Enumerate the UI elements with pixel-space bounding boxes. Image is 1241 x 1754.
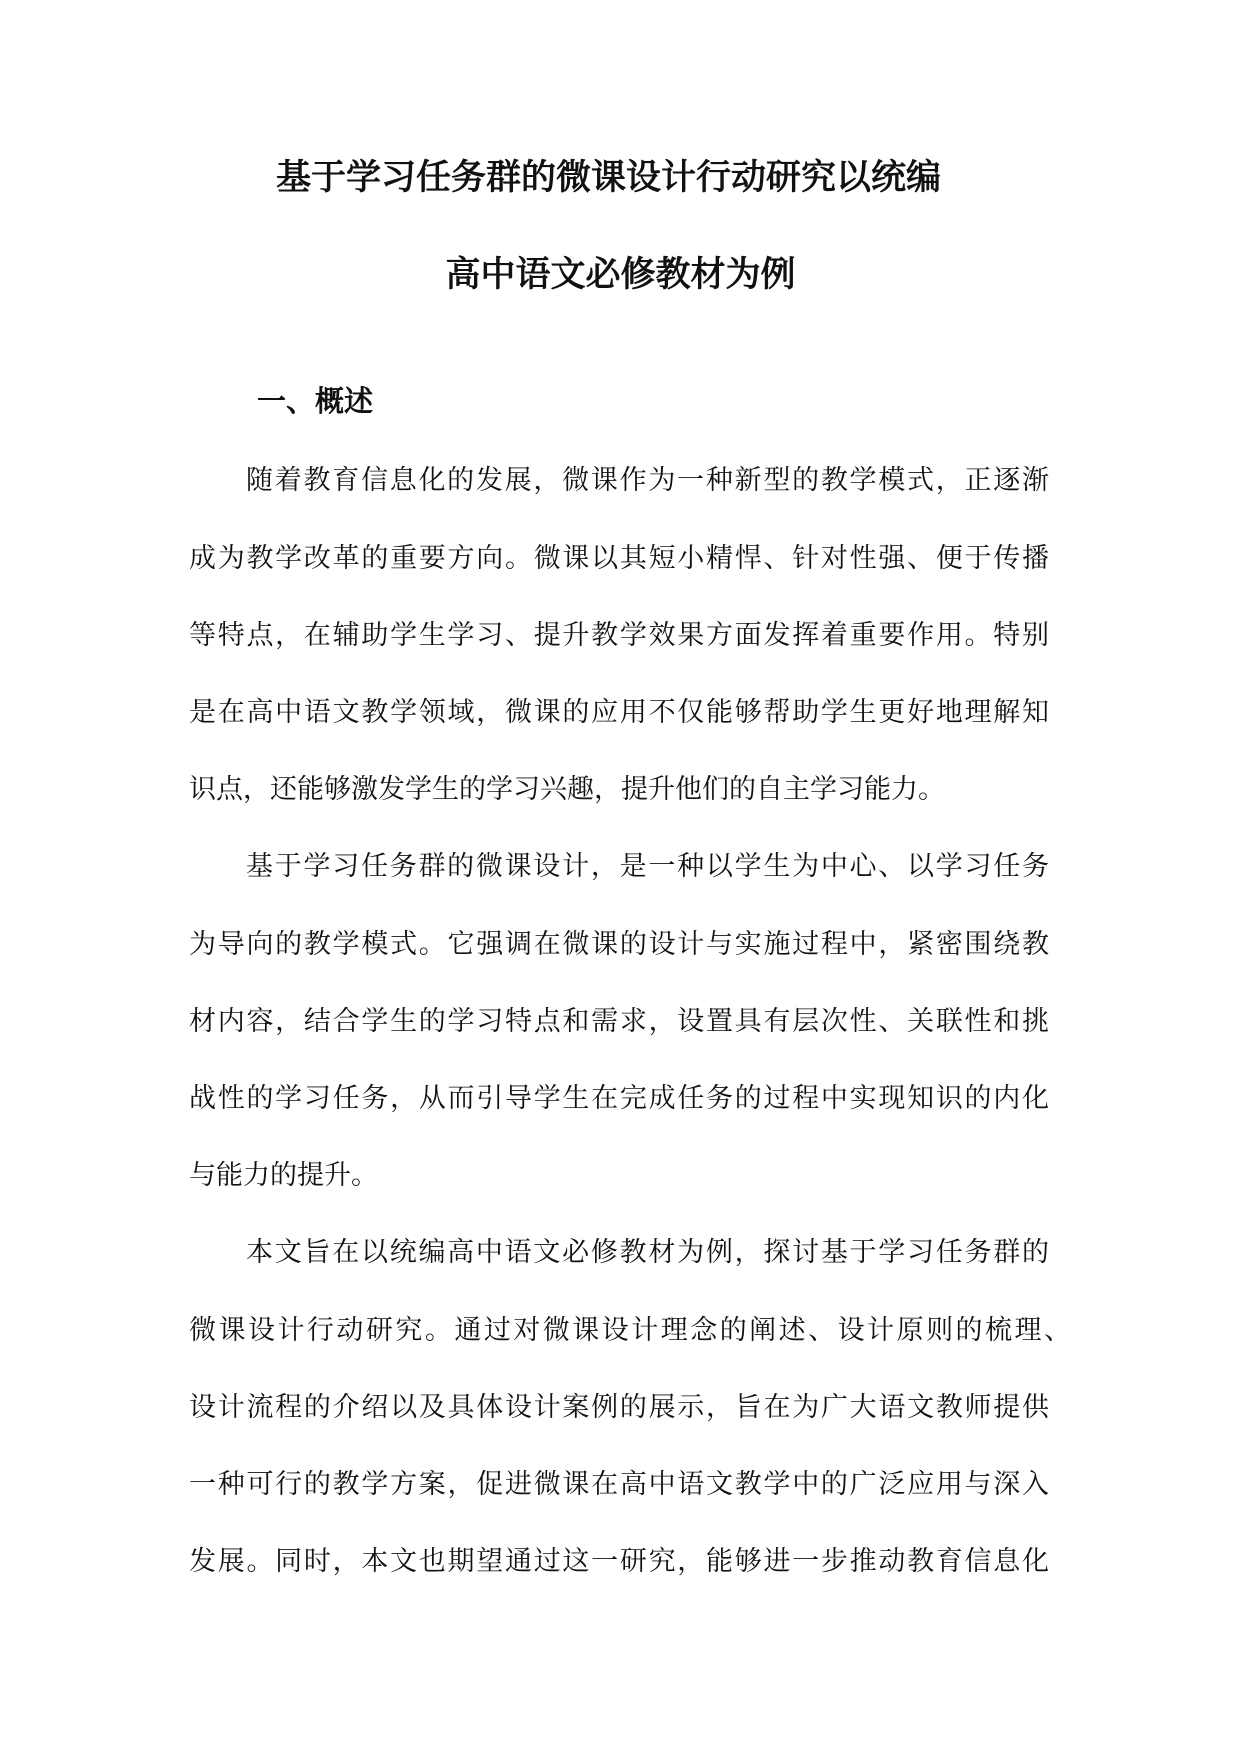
paragraph-1-line-3: 等特点，在辅助学生学习、提升教学效果方面发挥着重要作用。特别 bbox=[189, 620, 1049, 651]
paragraph-3-line-3: 设计流程的介绍以及具体设计案例的展示，旨在为广大语文教师提供 bbox=[189, 1392, 1049, 1423]
document-title-line-1: 基于学习任务群的微课设计行动研究以统编 bbox=[275, 158, 941, 198]
paragraph-2-line-5: 与能力的提升。 bbox=[189, 1160, 378, 1191]
paragraph-1-line-4: 是在高中语文教学领域，微课的应用不仅能够帮助学生更好地理解知 bbox=[189, 697, 1049, 728]
paragraph-3-line-1: 本文旨在以统编高中语文必修教材为例，探讨基于学习任务群的 bbox=[246, 1237, 1049, 1268]
paragraph-1-line-5: 识点，还能够激发学生的学习兴趣，提升他们的自主学习能力。 bbox=[189, 774, 945, 805]
paragraph-1-line-1: 随着教育信息化的发展，微课作为一种新型的教学模式，正逐渐 bbox=[246, 465, 1049, 496]
paragraph-2-line-4: 战性的学习任务，从而引导学生在完成任务的过程中实现知识的内化 bbox=[189, 1083, 1049, 1114]
document-title-line-2: 高中语文必修教材为例 bbox=[445, 255, 796, 295]
paragraph-3-line-4: 一种可行的教学方案，促进微课在高中语文教学中的广泛应用与深入 bbox=[189, 1469, 1049, 1500]
paragraph-2-line-2: 为导向的教学模式。它强调在微课的设计与实施过程中，紧密围绕教 bbox=[189, 929, 1049, 960]
paragraph-2-line-1: 基于学习任务群的微课设计，是一种以学生为中心、以学习任务 bbox=[246, 851, 1049, 882]
section-heading: 一、概述 bbox=[257, 384, 374, 418]
paragraph-1-line-2: 成为教学改革的重要方向。微课以其短小精悍、针对性强、便于传播 bbox=[189, 543, 1049, 574]
paragraph-2-line-3: 材内容，结合学生的学习特点和需求，设置具有层次性、关联性和挑 bbox=[189, 1006, 1049, 1037]
paragraph-3-line-2: 微课设计行动研究。通过对微课设计理念的阐述、设计原则的梳理、 bbox=[189, 1315, 1071, 1346]
paragraph-3-line-5: 发展。同时，本文也期望通过这一研究，能够进一步推动教育信息化 bbox=[189, 1546, 1049, 1577]
